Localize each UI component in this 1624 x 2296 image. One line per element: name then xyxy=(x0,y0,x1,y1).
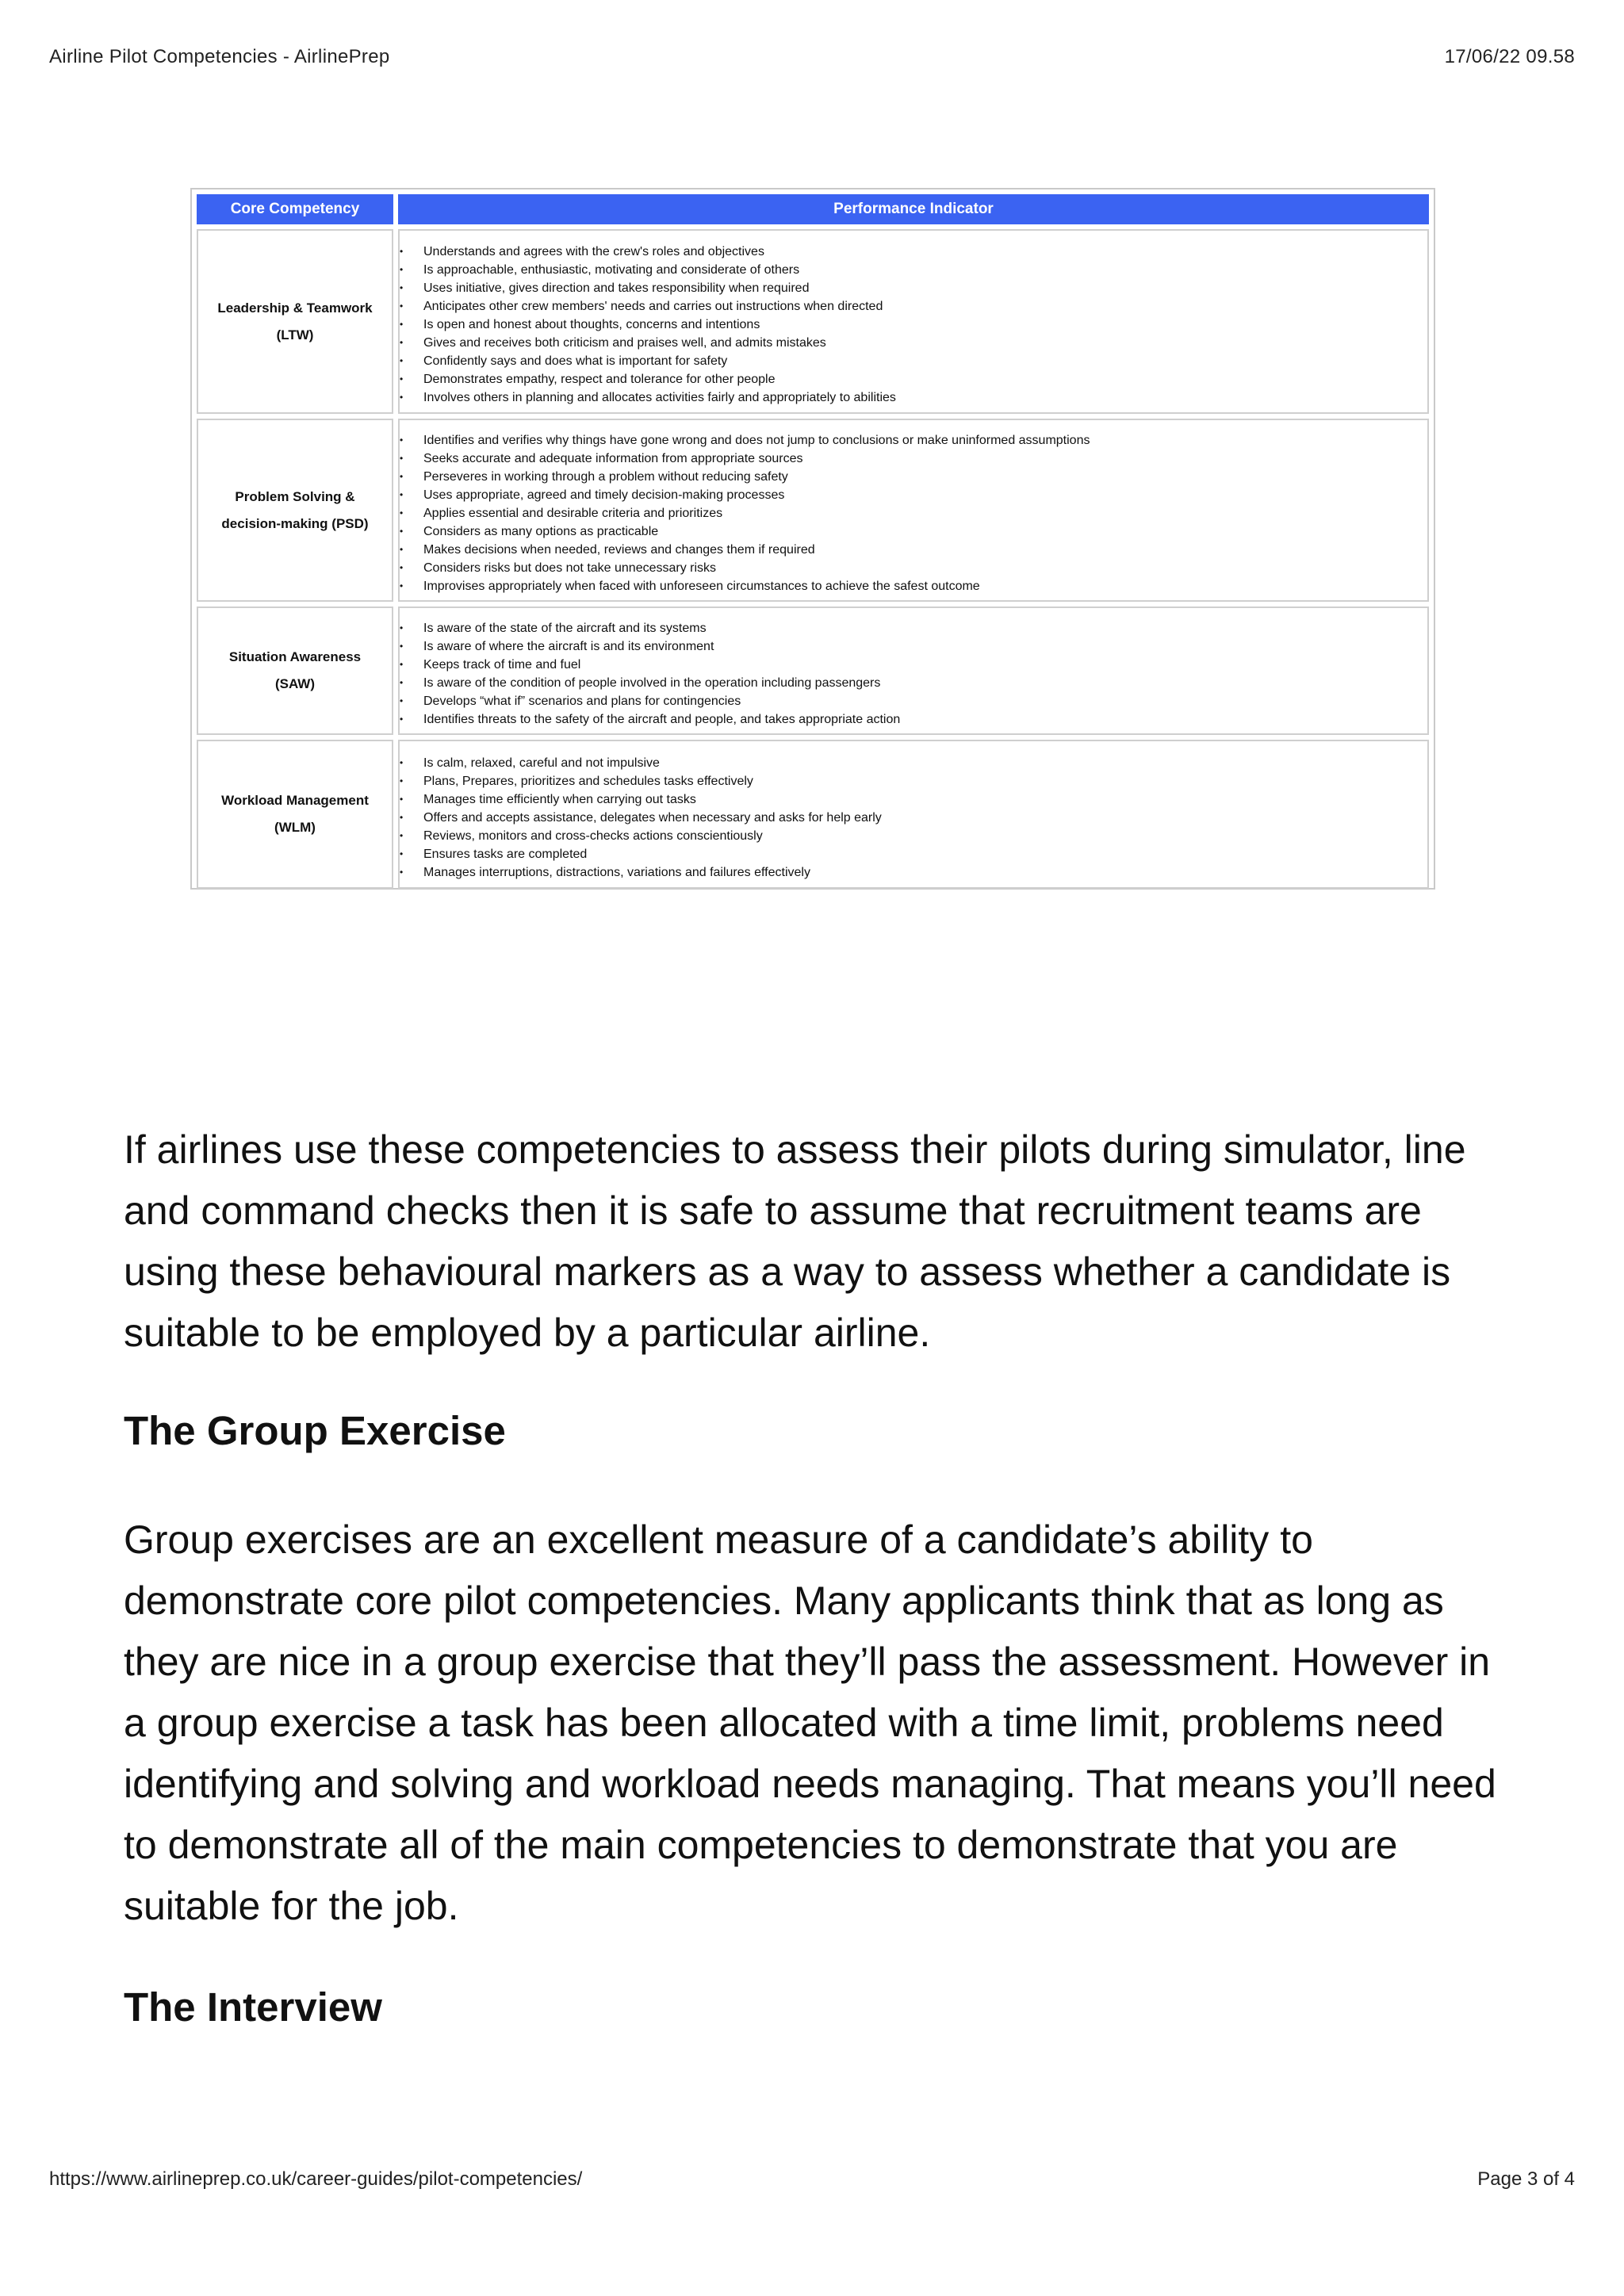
competency-name-cell xyxy=(197,607,393,735)
list-item xyxy=(400,692,1418,710)
competency-name-line: Workload Management xyxy=(221,793,369,808)
bullet-icon: • xyxy=(400,622,404,633)
list-item xyxy=(400,243,1418,261)
article-body xyxy=(124,1119,1503,1364)
list-item xyxy=(400,809,1418,827)
indicator-text: Manages time efficiently when carrying out tasks xyxy=(423,792,696,806)
list-item xyxy=(400,863,1418,882)
list-item xyxy=(400,261,1418,279)
table-header-row xyxy=(197,194,1429,224)
list-item xyxy=(400,431,1418,450)
competency-name-line: (LTW) xyxy=(276,327,314,342)
list-item xyxy=(400,790,1418,809)
indicator-text: Is aware of the state of the aircraft and its systems xyxy=(423,622,707,635)
competency-table-image xyxy=(190,188,1435,890)
indicator-text: Develops “what if” scenarios and plans for contingencies xyxy=(423,695,741,708)
indicator-text: Involves others in planning and allocates activities fairly and appropriately to abilities xyxy=(423,391,896,404)
list-item xyxy=(400,450,1418,468)
indicator-text: Is aware of the condition of people involved in the operation including passengers xyxy=(423,676,881,690)
bullet-icon: • xyxy=(400,659,404,670)
print-header-datetime: 17/06/22 09.58 xyxy=(1444,46,1575,67)
table-row xyxy=(197,607,1429,735)
indicator-text: Ensures tasks are completed xyxy=(423,847,588,861)
indicator-text: Anticipates other crew members' needs and carries out instructions when directed xyxy=(423,300,883,313)
bullet-icon: • xyxy=(400,434,404,446)
bullet-icon: • xyxy=(400,866,404,878)
bullet-icon: • xyxy=(400,355,404,366)
performance-indicator-cell xyxy=(398,229,1429,414)
bullet-icon: • xyxy=(400,793,404,805)
indicator-text: Considers risks but does not take unnecessary risks xyxy=(423,561,717,575)
bullet-icon: • xyxy=(400,453,404,464)
paragraph-competencies-assessment: If airlines use these competencies to assess their pilots during simulator, line and command checks then it is safe to assume that recruitment teams are using these behavioural markers as a way to assess whether a candidate is suitable to be employed by a particular airline. xyxy=(124,1127,1466,1355)
list-item xyxy=(400,316,1418,334)
bullet-icon: • xyxy=(400,641,404,652)
bullet-icon: • xyxy=(400,756,404,768)
list-item xyxy=(400,486,1418,504)
bullet-icon: • xyxy=(400,811,404,823)
heading-interview: The Interview xyxy=(124,1984,382,2030)
competency-name-line: Leadership & Teamwork xyxy=(217,300,373,316)
print-footer-page-number: Page 3 of 4 xyxy=(1477,2168,1575,2190)
competency-name-line: decision-making (PSD) xyxy=(221,515,369,531)
list-item xyxy=(400,559,1418,577)
list-item xyxy=(400,370,1418,388)
competency-name-line: Problem Solving & xyxy=(235,488,355,504)
indicator-text: Considers as many options as practicable xyxy=(423,525,659,538)
bullet-icon: • xyxy=(400,300,404,312)
competency-name-line: (SAW) xyxy=(274,676,316,691)
bullet-icon: • xyxy=(400,392,404,403)
list-item xyxy=(400,334,1418,352)
list-item xyxy=(400,674,1418,692)
indicator-text: Understands and agrees with the crew's roles and objectives xyxy=(423,245,764,258)
list-item xyxy=(400,522,1418,541)
indicator-text: Plans, Prepares, prioritizes and schedules tasks effectively xyxy=(423,774,753,788)
indicator-text: Is calm, relaxed, careful and not impulsive xyxy=(423,756,660,770)
paragraph-group-exercise: Group exercises are an excellent measure of a candidate’s ability to demonstrate core pilot competencies. Many applicants think that as long as they are nice in a group exercise that they’ll pass the assessment. However in a group exercise a task has been allocated with a time limit, problems need identifying and solving and workload needs managing. That means you’ll need to demonstrate all of the main competencies to demonstrate that you are suitable for the job. xyxy=(124,1517,1496,1928)
bullet-icon: • xyxy=(400,695,404,706)
bullet-icon: • xyxy=(400,264,404,275)
bullet-icon: • xyxy=(400,246,404,257)
indicator-list xyxy=(400,243,1418,407)
list-item xyxy=(400,845,1418,863)
indicator-text: Perseveres in working through a problem without reducing safety xyxy=(423,470,788,484)
list-item xyxy=(400,297,1418,316)
list-item xyxy=(400,772,1418,790)
bullet-icon: • xyxy=(400,714,404,725)
list-item xyxy=(400,577,1418,595)
column-header-performance-indicator: Performance Indicator xyxy=(398,194,1429,224)
indicator-text: Manages interruptions, distractions, variations and failures effectively xyxy=(423,865,810,879)
bullet-icon: • xyxy=(400,337,404,348)
indicator-text: Identifies threats to the safety of the aircraft and people, and takes appropriate action xyxy=(423,713,901,726)
list-item xyxy=(400,754,1418,772)
indicator-list xyxy=(400,431,1418,595)
indicator-text: Uses appropriate, agreed and timely decision-making processes xyxy=(423,488,785,502)
indicator-list xyxy=(400,619,1418,729)
indicator-text: Confidently says and does what is important for safety xyxy=(423,354,728,368)
bullet-icon: • xyxy=(400,848,404,859)
list-item xyxy=(400,352,1418,370)
competency-name-cell xyxy=(197,740,393,889)
print-footer-url: https://www.airlineprep.co.uk/career-guides/pilot-competencies/ xyxy=(49,2168,583,2190)
indicator-text: Demonstrates empathy, respect and tolerance for other people xyxy=(423,373,776,386)
bullet-icon: • xyxy=(400,829,404,841)
competency-table-body xyxy=(197,229,1429,889)
indicator-text: Is open and honest about thoughts, concerns and intentions xyxy=(423,318,760,331)
list-item xyxy=(400,279,1418,297)
indicator-text: Is aware of where the aircraft is and its environment xyxy=(423,640,714,653)
competency-name-line: (WLM) xyxy=(274,820,316,835)
list-item xyxy=(400,388,1418,407)
bullet-icon: • xyxy=(400,562,404,573)
list-item xyxy=(400,504,1418,522)
indicator-text: Reviews, monitors and cross-checks actions conscientiously xyxy=(423,828,763,843)
list-item xyxy=(400,656,1418,674)
indicator-text: Applies essential and desirable criteria and prioritizes xyxy=(423,507,723,520)
indicator-text: Seeks accurate and adequate information from appropriate sources xyxy=(423,452,803,465)
list-item xyxy=(400,710,1418,729)
indicator-text: Is approachable, enthusiastic, motivating and considerate of others xyxy=(423,263,800,277)
indicator-text: Gives and receives both criticism and praises well, and admits mistakes xyxy=(423,336,826,350)
bullet-icon: • xyxy=(400,580,404,591)
column-header-core-competency: Core Competency xyxy=(197,194,393,224)
table-row xyxy=(197,419,1429,602)
heading-group-exercise: The Group Exercise xyxy=(124,1408,506,1453)
list-item xyxy=(400,619,1418,637)
bullet-icon: • xyxy=(400,489,404,500)
print-header-title: Airline Pilot Competencies - AirlinePrep xyxy=(49,46,390,67)
performance-indicator-cell xyxy=(398,607,1429,735)
bullet-icon: • xyxy=(400,677,404,688)
performance-indicator-cell xyxy=(398,419,1429,602)
indicator-text: Uses initiative, gives direction and takes responsibility when required xyxy=(423,281,810,295)
bullet-icon: • xyxy=(400,471,404,482)
list-item xyxy=(400,827,1418,845)
indicator-text: Makes decisions when needed, reviews and changes them if required xyxy=(423,543,815,557)
bullet-icon: • xyxy=(400,282,404,293)
list-item xyxy=(400,637,1418,656)
competency-name-cell xyxy=(197,229,393,414)
bullet-icon: • xyxy=(400,507,404,519)
bullet-icon: • xyxy=(400,319,404,330)
indicator-text: Identifies and verifies why things have gone wrong and does not jump to conclusions or make uninformed assumptions xyxy=(423,434,1090,447)
performance-indicator-cell xyxy=(398,740,1429,889)
list-item xyxy=(400,468,1418,486)
table-row xyxy=(197,740,1429,889)
bullet-icon: • xyxy=(400,526,404,537)
bullet-icon: • xyxy=(400,544,404,555)
indicator-text: Offers and accepts assistance, delegates when necessary and asks for help early xyxy=(423,810,882,825)
bullet-icon: • xyxy=(400,373,404,385)
competency-name-line: Situation Awareness xyxy=(228,649,362,664)
indicator-text: Improvises appropriately when faced with unforeseen circumstances to achieve the safest outcome xyxy=(423,580,980,593)
indicator-list xyxy=(400,754,1418,882)
competency-table xyxy=(192,189,1434,894)
indicator-text: Keeps track of time and fuel xyxy=(423,658,581,672)
bullet-icon: • xyxy=(400,775,404,786)
list-item xyxy=(400,541,1418,559)
table-row xyxy=(197,229,1429,414)
competency-name-cell xyxy=(197,419,393,602)
